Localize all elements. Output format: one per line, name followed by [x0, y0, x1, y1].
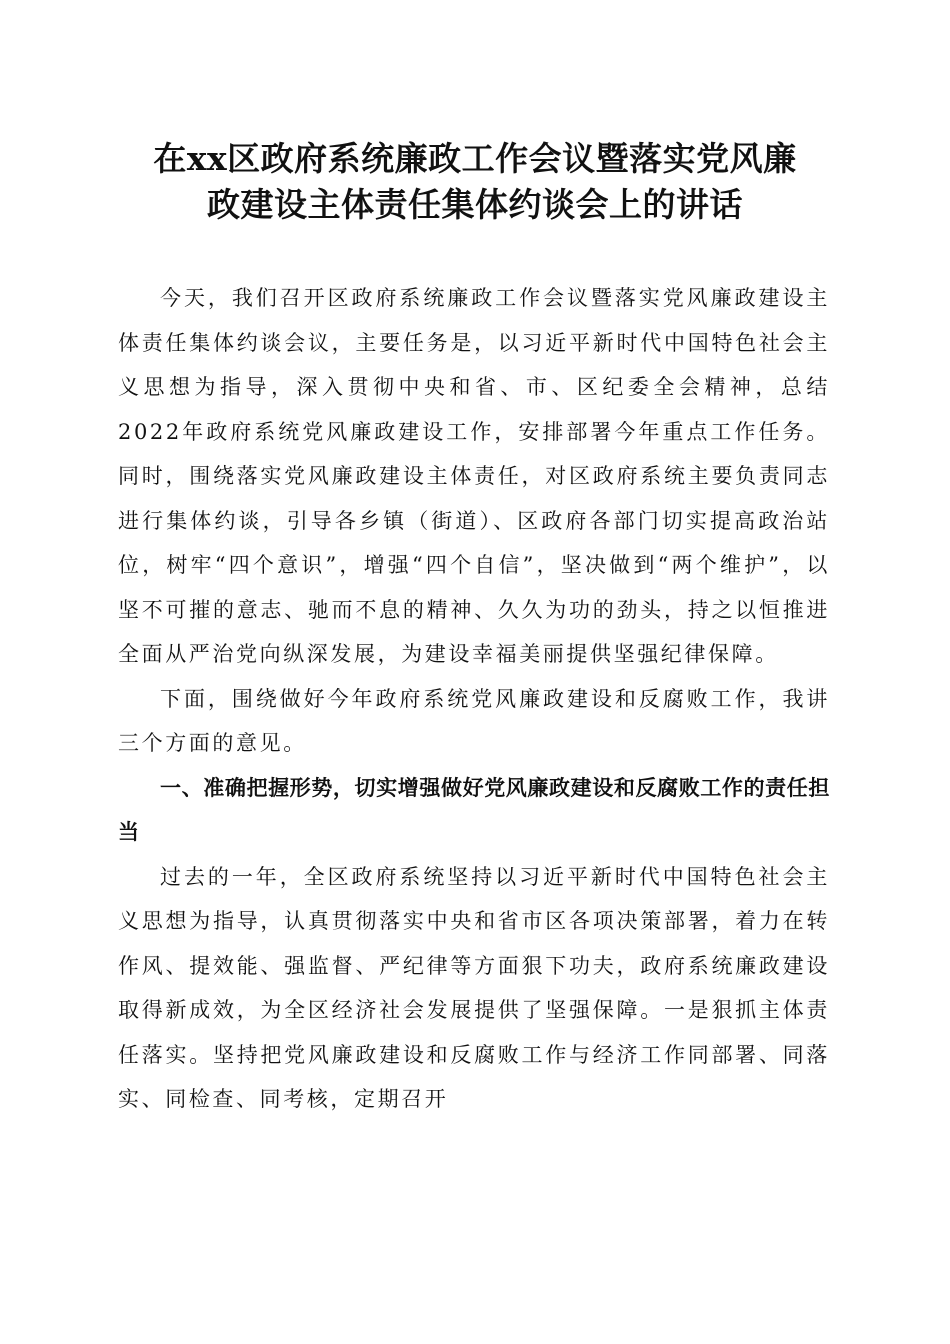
title-line-2: 政建设主体责任集体约谈会上的讲话	[207, 185, 743, 224]
section-heading-1: 一、准确把握形势，切实增强做好党风廉政建设和反腐败工作的责任担当	[118, 775, 830, 844]
section-1-paragraph: 过去的一年，全区政府系统坚持以习近平新时代中国特色社会主义思想为指导，认真贯彻落实中央和省市区各项决策部署，着力在转作风、提效能、强监督、严纪律等方面狠下功夫，政府系统廉政建设取得新成效，为全区经济社会发展提供了坚强保障。一是狠抓主体责任落实。坚持把党风廉政建设和反腐败工作与经济工作同部署、同落实、同检查、同考核，定期召开	[118, 864, 830, 1111]
document-body	[118, 276, 830, 1122]
title-line-1: 在xx区政府系统廉政工作会议暨落实党风廉	[153, 139, 797, 178]
document-title	[90, 136, 860, 228]
opening-paragraph: 今天，我们召开区政府系统廉政工作会议暨落实党风廉政建设主体责任集体约谈会议，主要任务是，以习近平新时代中国特色社会主义思想为指导，深入贯彻中央和省、市、区纪委全会精神，总结2022年政府系统党风廉政建设工作，安排部署今年重点工作任务。同时，围绕落实党风廉政建设主体责任，对区政府系统主要负责同志进行集体约谈，引导各乡镇（街道）、区政府各部门切实提高政治站位，树牢“四个意识”，增强“四个自信”，坚决做到“两个维护”，以坚不可摧的意志、驰而不息的精神、久久为功的劲头，持之以恒推进全面从严治党向纵深发展，为建设幸福美丽提供坚强纪律保障。	[118, 286, 830, 666]
intro-paragraph: 下面，围绕做好今年政府系统党风廉政建设和反腐败工作，我讲三个方面的意见。	[118, 686, 830, 755]
